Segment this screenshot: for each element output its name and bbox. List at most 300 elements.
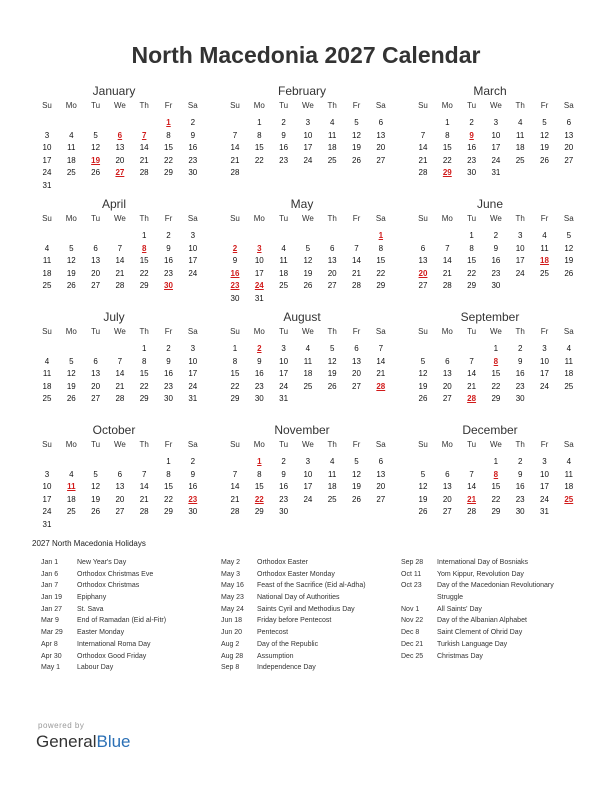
day-cell: 14 — [115, 256, 125, 266]
day-cell: 13 — [91, 256, 101, 266]
day-cell: 1 — [166, 457, 171, 466]
weekday-header: Fr — [164, 327, 173, 336]
day-cell: 11 — [279, 256, 288, 266]
day-cell: 3 — [493, 118, 499, 127]
day-cell: 19 — [303, 268, 313, 278]
holiday-name: Orthodox Good Friday — [77, 652, 147, 660]
day-cell: 2 — [517, 344, 523, 353]
day-cell: 14 — [230, 143, 240, 153]
holiday-name: Struggle — [437, 594, 464, 602]
weekday-header: Mo — [441, 101, 453, 110]
day-cell: 30 — [279, 507, 289, 517]
day-cell: 4 — [281, 243, 286, 253]
day-cell: 13 — [115, 143, 125, 153]
holiday-name: All Saints' Day — [437, 605, 482, 613]
day-cell: 24 — [303, 155, 313, 165]
day-cell: 21 — [139, 155, 149, 165]
day-cell: 18 — [515, 143, 525, 153]
holiday-date: Jan 19 — [41, 594, 63, 602]
day-cell: 10 — [491, 130, 501, 140]
day-cell: 3 — [44, 130, 50, 140]
day-cell: 1 — [445, 118, 450, 127]
day-cell: 9 — [166, 356, 171, 366]
day-cell: 15 — [442, 143, 452, 153]
brand-logo — [36, 732, 131, 752]
holiday-date: Nov 22 — [401, 617, 424, 625]
holiday-name: Day of the Albanian Alphabet — [437, 617, 527, 625]
day-cell: 4 — [329, 118, 335, 127]
day-cell: 4 — [69, 469, 74, 479]
holiday-date: Mar 9 — [41, 617, 59, 625]
day-cell: 17 — [491, 143, 501, 153]
day-cell: 10 — [188, 356, 198, 366]
weekday-header: Th — [327, 101, 337, 110]
day-cell: 30 — [188, 168, 198, 178]
weekday-header: Th — [515, 101, 525, 110]
day-cell: 24 — [540, 494, 549, 504]
day-cell: 30 — [515, 507, 525, 517]
day-cell: 6 — [329, 243, 335, 253]
day-cell: 18 — [42, 381, 52, 391]
day-cell: 4 — [305, 344, 311, 353]
weekday-header: Sa — [375, 327, 386, 336]
weekday-header: We — [301, 214, 314, 223]
weekday-header: Sa — [563, 440, 574, 449]
day-cell: 8 — [166, 469, 171, 479]
day-cell: 9 — [281, 469, 286, 479]
weekday-header: We — [301, 101, 314, 110]
month-name: September — [460, 310, 520, 324]
day-cell: 25 — [327, 494, 337, 504]
weekday-header: Mo — [441, 440, 453, 449]
month-name: August — [283, 310, 321, 324]
day-cell: 5 — [69, 243, 74, 253]
weekday-header: Sa — [187, 214, 198, 223]
weekday-header: We — [301, 327, 314, 336]
day-cell: 19 — [66, 381, 76, 391]
day-cell: 7 — [117, 243, 123, 253]
holiday-date: Oct 23 — [401, 582, 422, 590]
day-cell: 12 — [352, 469, 361, 479]
weekday-header: We — [113, 214, 126, 223]
weekday-header: Fr — [164, 440, 173, 449]
day-cell: 9 — [190, 130, 196, 140]
day-cell: 6 — [93, 356, 98, 366]
day-cell: 13 — [418, 256, 428, 266]
day-cell: 13 — [327, 256, 337, 266]
day-cell: 25 — [540, 268, 549, 278]
day-cell: 16 — [188, 143, 198, 153]
holiday-name: Feast of the Sacrifice (Eid al-Adha) — [257, 582, 366, 590]
day-cell: 4 — [44, 356, 50, 366]
day-cell: 10 — [188, 243, 198, 253]
day-cell: 14 — [418, 143, 428, 153]
day-cell: 2 — [493, 231, 499, 240]
day-cell: 23 — [515, 381, 525, 391]
day-cell: 3 — [281, 344, 286, 353]
weekday-header: We — [489, 101, 502, 110]
day-cell: 15 — [139, 369, 149, 379]
day-cell: 13 — [442, 482, 452, 492]
day-cell: 7 — [378, 344, 384, 353]
day-cell: 2 — [166, 344, 171, 353]
weekday-header: Su — [230, 214, 240, 223]
weekday-header: We — [301, 440, 314, 449]
day-cell: 29 — [139, 394, 149, 404]
month-name: July — [103, 310, 125, 324]
day-cell: 29 — [491, 507, 501, 517]
weekday-header: Tu — [279, 101, 289, 110]
holiday-date: Sep 8 — [221, 664, 240, 672]
day-cell: 27 — [91, 394, 101, 404]
holiday-name: Turkish Language Day — [437, 640, 508, 648]
day-cell: 25 — [66, 168, 76, 178]
weekday-header: Fr — [352, 214, 361, 223]
day-cell: 9 — [190, 469, 196, 479]
day-cell: 21 — [115, 381, 125, 391]
day-cell: 21 — [230, 155, 240, 165]
day-cell: 26 — [303, 281, 313, 291]
weekday-header: Sa — [187, 101, 198, 110]
weekday-header: Th — [139, 440, 149, 449]
day-cell: 21 — [442, 268, 452, 278]
holiday-date: May 2 — [221, 559, 241, 566]
day-cell: 30 — [467, 168, 477, 178]
day-cell: 23 — [254, 381, 264, 391]
weekday-header: We — [113, 327, 126, 336]
holiday-name: Saint Clement of Ohrid Day — [437, 629, 523, 637]
day-cell: 7 — [420, 130, 426, 140]
holiday-date: Apr 8 — [41, 640, 58, 648]
day-cell: 29 — [230, 394, 240, 404]
day-cell: 14 — [376, 356, 386, 366]
day-cell: 18 — [564, 482, 574, 492]
weekday-header: Mo — [253, 101, 265, 110]
weekday-header: Th — [327, 214, 337, 223]
day-cell: 27 — [376, 494, 386, 504]
weekday-header: Tu — [467, 101, 477, 110]
day-cell: 17 — [42, 494, 52, 504]
weekday-header: Mo — [65, 214, 77, 223]
weekday-header: Fr — [352, 101, 361, 110]
weekday-header: Tu — [91, 440, 101, 449]
day-cell: 3 — [190, 231, 196, 240]
day-cell: 11 — [303, 356, 313, 366]
holiday-name: International Roma Day — [77, 640, 151, 648]
weekday-header: Th — [515, 214, 525, 223]
holiday-day-cell: 11 — [67, 482, 76, 492]
day-cell: 23 — [164, 381, 173, 391]
holiday-name: International Day of Bosniaks — [437, 559, 529, 566]
day-cell: 12 — [303, 256, 313, 266]
day-cell: 28 — [442, 281, 452, 291]
weekday-header: We — [489, 214, 502, 223]
day-cell: 10 — [42, 482, 52, 492]
day-cell: 23 — [279, 494, 289, 504]
holiday-name: Day of the Macedonian Revolutionary — [437, 582, 554, 590]
holiday-date: Sep 28 — [401, 559, 424, 566]
holiday-date: Dec 21 — [401, 640, 424, 648]
weekday-header: Mo — [441, 214, 453, 223]
day-cell: 6 — [117, 469, 123, 479]
day-cell: 12 — [418, 482, 428, 492]
day-cell: 7 — [232, 130, 238, 140]
day-cell: 20 — [376, 482, 386, 492]
day-cell: 15 — [164, 143, 173, 153]
weekday-header: Su — [230, 101, 240, 110]
day-cell: 10 — [540, 356, 549, 366]
day-cell: 21 — [467, 381, 477, 391]
day-cell: 13 — [564, 130, 574, 140]
weekday-header: Tu — [467, 214, 477, 223]
holiday-day-cell: 8 — [493, 469, 499, 479]
holiday-date: May 24 — [221, 605, 244, 613]
day-cell: 10 — [42, 143, 52, 153]
holiday-day-cell: 23 — [230, 281, 240, 291]
day-cell: 5 — [542, 118, 547, 127]
weekday-header: Sa — [563, 214, 574, 223]
holiday-day-cell: 24 — [254, 281, 264, 291]
powered-by-text: powered by — [38, 721, 85, 730]
holiday-name: New Year's Day — [77, 559, 127, 566]
day-cell: 20 — [91, 268, 101, 278]
month-name: March — [473, 84, 507, 98]
holiday-day-cell: 19 — [91, 155, 101, 165]
weekday-header: Th — [139, 101, 149, 110]
day-cell: 3 — [517, 231, 523, 240]
day-cell: 1 — [493, 344, 499, 353]
day-cell: 6 — [378, 457, 384, 466]
day-cell: 10 — [303, 469, 313, 479]
weekday-header: Fr — [352, 440, 361, 449]
day-cell: 29 — [164, 168, 173, 178]
day-cell: 4 — [517, 118, 523, 127]
weekday-header: Mo — [253, 440, 265, 449]
day-cell: 16 — [279, 482, 289, 492]
holiday-day-cell: 3 — [257, 243, 262, 253]
holidays-title: 2027 North Macedonia Holidays — [32, 539, 146, 548]
day-cell: 28 — [467, 507, 477, 517]
day-cell: 15 — [491, 482, 501, 492]
day-cell: 19 — [352, 482, 361, 492]
month-name: November — [274, 423, 330, 437]
day-cell: 16 — [164, 369, 173, 379]
holiday-name: Saints Cyril and Methodius Day — [257, 605, 355, 613]
holiday-date: Dec 25 — [401, 652, 424, 660]
day-cell: 2 — [469, 118, 474, 127]
holiday-name: National Day of Authorities — [257, 594, 340, 602]
day-cell: 14 — [139, 143, 149, 153]
day-cell: 8 — [469, 243, 474, 253]
day-cell: 28 — [352, 281, 361, 291]
weekday-header: Th — [139, 214, 149, 223]
holiday-day-cell: 9 — [469, 130, 474, 140]
weekday-header: Sa — [187, 440, 198, 449]
brand-general: General — [36, 732, 97, 751]
day-cell: 18 — [42, 268, 52, 278]
holiday-day-cell: 23 — [188, 494, 198, 504]
weekday-header: Th — [139, 327, 149, 336]
holiday-date: Aug 2 — [221, 640, 240, 648]
holiday-day-cell: 22 — [254, 494, 264, 504]
holiday-day-cell: 2 — [232, 243, 238, 253]
holiday-name: Labour Day — [77, 664, 114, 672]
day-cell: 20 — [327, 268, 337, 278]
holiday-day-cell: 6 — [117, 130, 123, 140]
day-cell: 9 — [257, 356, 262, 366]
weekday-header: Sa — [375, 101, 386, 110]
day-cell: 11 — [42, 256, 52, 266]
holiday-name: Independence Day — [257, 664, 316, 672]
day-cell: 11 — [328, 130, 337, 140]
holiday-name: St. Sava — [77, 605, 104, 613]
day-cell: 24 — [515, 268, 525, 278]
day-cell: 27 — [418, 281, 428, 291]
day-cell: 30 — [188, 507, 198, 517]
weekday-header: Th — [327, 440, 337, 449]
day-cell: 23 — [279, 155, 289, 165]
day-cell: 3 — [542, 344, 547, 353]
day-cell: 30 — [491, 281, 501, 291]
day-cell: 3 — [542, 457, 547, 466]
day-cell: 28 — [139, 507, 149, 517]
holiday-date: Jun 20 — [221, 629, 243, 637]
day-cell: 12 — [418, 369, 428, 379]
day-cell: 12 — [352, 130, 361, 140]
holiday-day-cell: 16 — [230, 268, 240, 278]
holiday-name: Orthodox Christmas — [77, 582, 140, 590]
day-cell: 19 — [327, 369, 337, 379]
day-cell: 3 — [190, 344, 196, 353]
weekday-header: Fr — [540, 101, 549, 110]
day-cell: 14 — [352, 256, 361, 266]
day-cell: 29 — [376, 281, 386, 291]
day-cell: 22 — [254, 155, 264, 165]
day-cell: 9 — [517, 469, 523, 479]
day-cell: 13 — [91, 369, 101, 379]
day-cell: 5 — [566, 231, 572, 240]
day-cell: 2 — [190, 118, 196, 127]
weekday-header: We — [113, 101, 126, 110]
day-cell: 6 — [445, 469, 450, 479]
day-cell: 29 — [467, 281, 477, 291]
day-cell: 6 — [420, 243, 426, 253]
day-cell: 29 — [164, 507, 173, 517]
holiday-date: Jun 18 — [221, 617, 243, 625]
weekday-header: Th — [515, 440, 525, 449]
day-cell: 12 — [540, 130, 549, 140]
weekday-header: We — [113, 440, 126, 449]
day-cell: 28 — [115, 394, 125, 404]
holiday-date: May 23 — [221, 594, 244, 602]
day-cell: 6 — [566, 118, 572, 127]
day-cell: 5 — [329, 344, 335, 353]
day-cell: 9 — [281, 130, 286, 140]
day-cell: 28 — [139, 168, 149, 178]
day-cell: 19 — [66, 268, 76, 278]
day-cell: 20 — [376, 143, 386, 153]
day-cell: 26 — [66, 281, 76, 291]
weekday-header: Sa — [187, 327, 198, 336]
day-cell: 24 — [188, 268, 198, 278]
day-cell: 20 — [115, 494, 125, 504]
day-cell: 28 — [115, 281, 125, 291]
day-cell: 2 — [281, 118, 286, 127]
day-cell: 8 — [166, 130, 171, 140]
weekday-header: Sa — [563, 327, 574, 336]
day-cell: 19 — [564, 256, 574, 266]
weekday-header: Su — [230, 440, 240, 449]
day-cell: 22 — [164, 155, 173, 165]
day-cell: 30 — [254, 394, 264, 404]
day-cell: 8 — [232, 356, 238, 366]
day-cell: 17 — [188, 369, 198, 379]
day-cell: 13 — [376, 469, 386, 479]
day-cell: 14 — [442, 256, 452, 266]
weekday-header: Su — [42, 440, 52, 449]
day-cell: 5 — [420, 356, 426, 366]
day-cell: 7 — [469, 469, 474, 479]
day-cell: 6 — [354, 344, 359, 353]
holiday-name: Orthodox Christmas Eve — [77, 570, 154, 578]
holiday-date: May 1 — [41, 664, 61, 672]
day-cell: 25 — [327, 155, 337, 165]
day-cell: 10 — [303, 130, 313, 140]
month-name: February — [277, 84, 327, 98]
day-cell: 16 — [515, 369, 525, 379]
day-cell: 31 — [42, 520, 52, 529]
holiday-day-cell: 7 — [141, 130, 147, 140]
day-cell: 17 — [515, 256, 525, 266]
day-cell: 25 — [42, 281, 52, 291]
day-cell: 8 — [445, 130, 450, 140]
weekday-header: Mo — [253, 327, 265, 336]
day-cell: 9 — [517, 356, 523, 366]
day-cell: 20 — [442, 381, 452, 391]
weekday-header: Su — [42, 214, 52, 223]
day-cell: 6 — [378, 118, 384, 127]
day-cell: 15 — [491, 369, 501, 379]
day-cell: 26 — [91, 507, 101, 517]
day-cell: 22 — [467, 268, 477, 278]
day-cell: 25 — [515, 155, 525, 165]
brand-blue: Blue — [96, 732, 131, 751]
day-cell: 24 — [42, 168, 52, 178]
day-cell: 10 — [515, 243, 525, 253]
day-cell: 7 — [469, 356, 474, 366]
day-cell: 27 — [327, 281, 337, 291]
weekday-header: Sa — [375, 440, 386, 449]
holiday-date: Nov 1 — [401, 605, 420, 613]
holiday-date: Oct 11 — [401, 570, 422, 578]
day-cell: 18 — [66, 494, 76, 504]
day-cell: 12 — [327, 356, 337, 366]
holiday-date: Mar 29 — [41, 629, 63, 637]
holiday-day-cell: 21 — [467, 494, 477, 504]
day-cell: 7 — [117, 356, 123, 366]
weekday-header: Tu — [467, 327, 477, 336]
weekday-header: Fr — [540, 214, 549, 223]
day-cell: 12 — [66, 256, 76, 266]
month-name: May — [290, 197, 314, 211]
day-cell: 20 — [564, 143, 574, 153]
day-cell: 4 — [69, 130, 74, 140]
day-cell: 26 — [352, 155, 361, 165]
weekday-header: Tu — [467, 440, 477, 449]
day-cell: 11 — [516, 130, 525, 140]
day-cell: 17 — [540, 369, 549, 379]
holiday-date: Jan 1 — [41, 559, 59, 566]
